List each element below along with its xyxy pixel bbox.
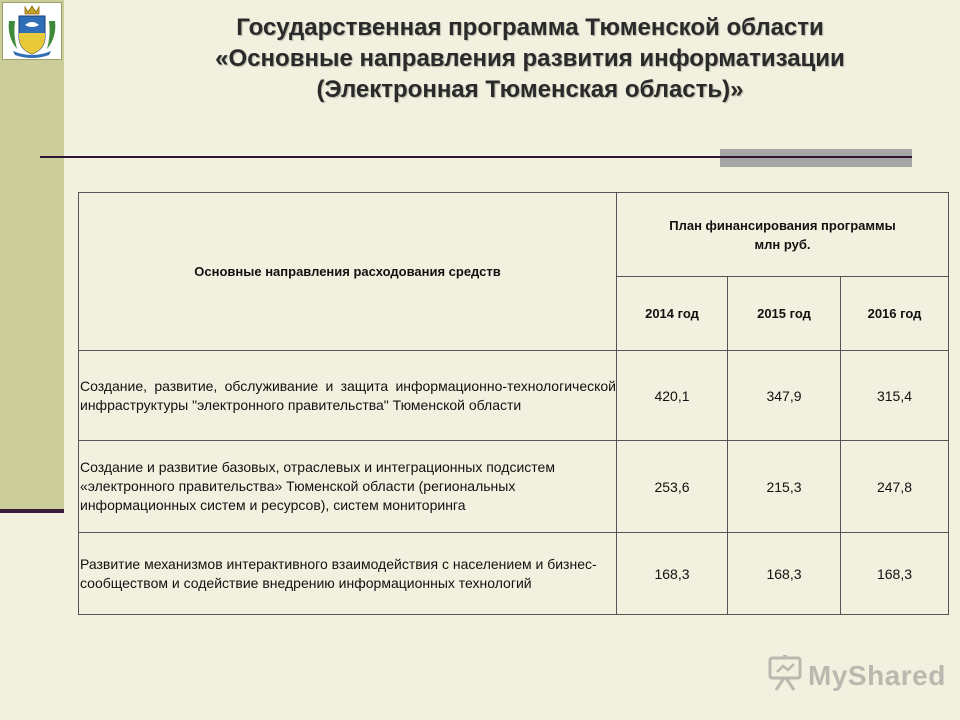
page-title bbox=[120, 12, 940, 105]
header-main: Основные направления расходования средств bbox=[79, 193, 617, 351]
header-year-2016: 2016 год bbox=[841, 277, 949, 351]
header-plan-line-1: План финансирования программы bbox=[669, 217, 896, 233]
watermark-text: MyShared bbox=[808, 660, 946, 691]
cell-value: 247,8 bbox=[841, 441, 949, 533]
cell-value: 168,3 bbox=[841, 533, 949, 615]
sidebar-bottom-line bbox=[0, 509, 64, 513]
cell-value: 215,3 bbox=[728, 441, 841, 533]
header-plan-line-2: млн руб. bbox=[754, 236, 811, 252]
table-row bbox=[79, 441, 949, 533]
divider-accent-bar bbox=[720, 149, 912, 167]
presentation-board-icon bbox=[768, 655, 802, 698]
table-header-row bbox=[79, 193, 949, 277]
title-line-3: (Электронная Тюменская область)» bbox=[316, 76, 744, 103]
table-row bbox=[79, 351, 949, 441]
table-row bbox=[79, 533, 949, 615]
financing-table bbox=[78, 192, 949, 615]
row-label: Развитие механизмов интерактивного взаимодействия с населением и бизнес-сообществом и содействие внедрению информационных технологий bbox=[79, 533, 617, 615]
cell-value: 253,6 bbox=[617, 441, 728, 533]
header-plan bbox=[617, 193, 949, 277]
cell-value: 315,4 bbox=[841, 351, 949, 441]
cell-value: 420,1 bbox=[617, 351, 728, 441]
title-line-2: «Основные направления развития информатизации bbox=[215, 45, 845, 72]
cell-value: 168,3 bbox=[728, 533, 841, 615]
watermark bbox=[768, 656, 946, 696]
row-label: Создание, развитие, обслуживание и защита информационно-технологической инфраструктуры "электронного правительства" Тюменской области bbox=[79, 351, 617, 441]
row-label: Создание и развитие базовых, отраслевых и интеграционных подсистем «электронного правительства» Тюменской области (региональных информационных систем и ресурсов), систем мониторинга bbox=[79, 441, 617, 533]
header-year-2014: 2014 год bbox=[617, 277, 728, 351]
title-line-1: Государственная программа Тюменской области bbox=[236, 14, 824, 41]
coat-of-arms-icon bbox=[2, 2, 62, 60]
left-sidebar-band bbox=[0, 0, 64, 513]
cell-value: 347,9 bbox=[728, 351, 841, 441]
header-year-2015: 2015 год bbox=[728, 277, 841, 351]
cell-value: 168,3 bbox=[617, 533, 728, 615]
